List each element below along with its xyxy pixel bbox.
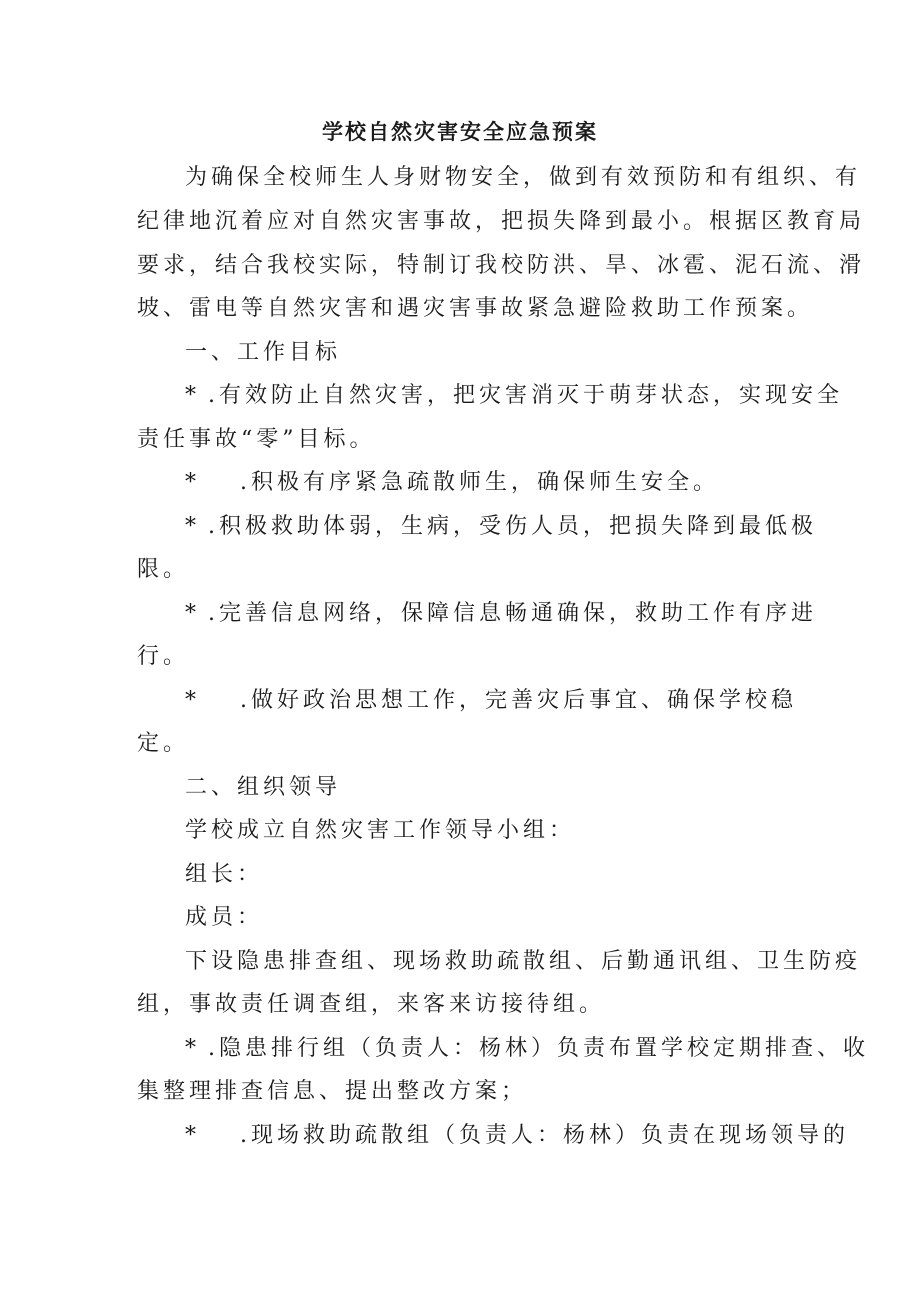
- goal-3-line-1: [185, 511, 817, 543]
- intro-line-4: 坡、雷电等自然灾害和遇灾害事故紧急避险救助工作预案。: [137, 296, 814, 321]
- goal-5-line-1: [185, 685, 797, 717]
- bullet-marker: *: [185, 383, 200, 408]
- bullet-marker: *: [185, 470, 200, 495]
- goal-1-text: .有效防止自然灾害，把灾害消灭于萌芽状态，实现安全: [208, 383, 843, 408]
- members-label: 成员：: [185, 905, 264, 930]
- org-item-1-text: .隐患排行组（负责人：杨林）负责布置学校定期排查、收: [208, 1036, 869, 1061]
- goal-1-line-2: 责任事故“零”目标。: [137, 427, 376, 452]
- goal-3-text: .积极救助体弱，生病，受伤人员，把损失降到最低极: [208, 514, 817, 539]
- goal-5-text: .做好政治思想工作，完善灾后事宜、确保学校稳: [240, 688, 797, 713]
- subgroups-line-2: 组，事故责任调查组，来客来访接待组。: [137, 992, 606, 1017]
- goal-2-line-1: [185, 467, 719, 499]
- intro-line-3: 要求，结合我校实际，特制订我校防洪、旱、冰雹、泥石流、滑: [137, 253, 866, 278]
- section-heading-organization: 二、组织领导: [185, 775, 342, 800]
- org-item-2-text: .现场救助疏散组（负责人：杨林）负责在现场领导的: [240, 1123, 849, 1148]
- intro-line-1: 为确保全校师生人身财物安全，做到有效预防和有组织、有: [185, 165, 862, 190]
- bullet-marker: *: [185, 688, 200, 713]
- goal-4-line-1: [185, 598, 817, 630]
- goal-5-line-2: 定。: [137, 731, 190, 756]
- document-title: 学校自然灾害安全应急预案: [322, 119, 598, 144]
- goal-1-line-1: [185, 380, 843, 412]
- subgroups-line-1: 下设隐患排查组、现场救助疏散组、后勤通讯组、卫生防疫: [185, 949, 862, 974]
- org-item-1-line-1: [185, 1033, 869, 1065]
- bullet-marker: *: [185, 514, 200, 539]
- org-item-2-line-1: [185, 1120, 849, 1152]
- intro-line-2: 纪律地沉着应对自然灾害事故，把损失降到最小。根据区教育局: [137, 209, 866, 234]
- bullet-marker: *: [185, 601, 200, 626]
- org-item-1-line-2: 集整理排查信息、提出整改方案；: [137, 1079, 528, 1104]
- section-heading-goals: 一、工作目标: [185, 340, 342, 365]
- group-intro: 学校成立自然灾害工作领导小组：: [185, 818, 576, 843]
- bullet-marker: *: [185, 1123, 200, 1148]
- goal-2-text: .积极有序紧急疏散师生，确保师生安全。: [240, 470, 719, 495]
- leader-label: 组长：: [185, 862, 264, 887]
- goal-4-line-2: 行。: [137, 644, 190, 669]
- goal-3-line-2: 限。: [137, 557, 190, 582]
- goal-4-text: .完善信息网络，保障信息畅通确保，救助工作有序进: [208, 601, 817, 626]
- bullet-marker: *: [185, 1036, 200, 1061]
